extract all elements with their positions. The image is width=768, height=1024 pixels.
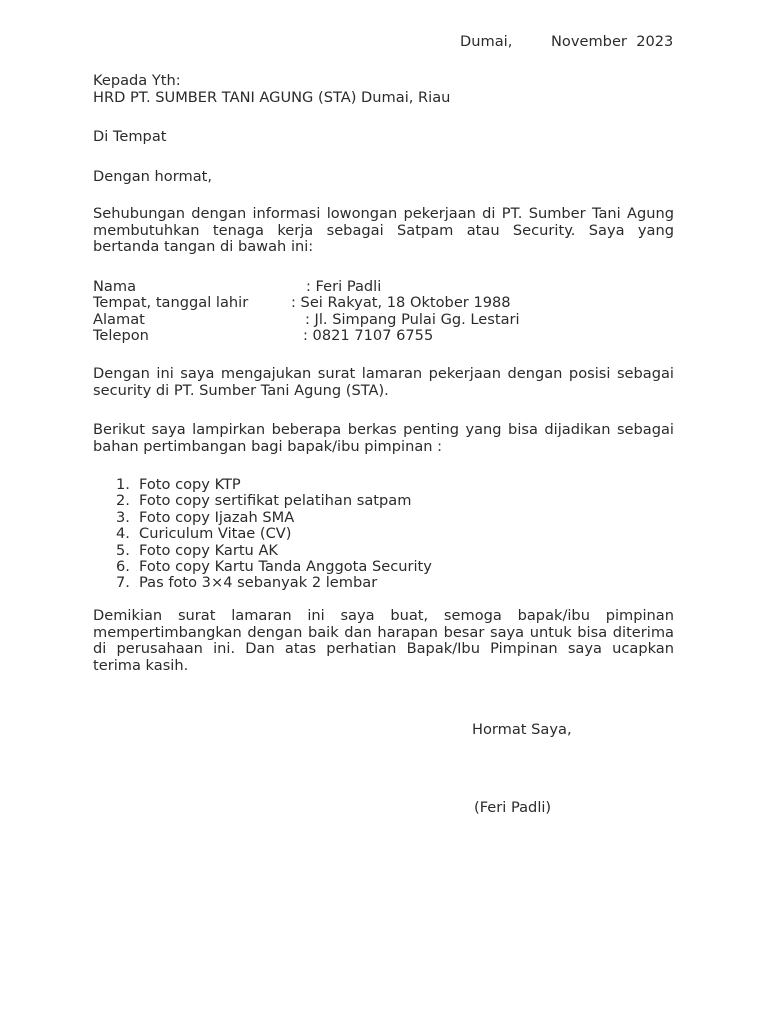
identity-row-name [93,278,382,295]
list-item [116,543,432,559]
signer-name: (Feri Padli) [474,799,552,816]
list-item-text: Foto copy sertifikat pelatihan satpam [139,492,412,510]
letter-date-month: November 2023 [551,33,674,50]
list-item [116,526,432,542]
identity-label: Tempat, tanggal lahir [93,294,249,311]
identity-value: : Feri Padli [306,278,382,295]
list-item-text: Foto copy Ijazah SMA [139,508,295,526]
paragraph-closing: Demikian surat lamaran ini saya buat, semoga bapak/ibu pimpinan mempertimbangkan dengan baik dan harapan besar saya untuk bisa diterima di perusahaan ini. Dan atas perhatian Bapak/Ibu Pimpinan saya ucapkan terima kasih. [93,607,674,674]
identity-label: Nama [93,278,137,295]
paragraph-intro: Sehubungan dengan informasi lowongan pekerjaan di PT. Sumber Tani Agung membutuhkan tenaga kerja sebagai Satpam atau Security. Saya yang bertanda tangan di bawah ini: [93,205,674,255]
attachment-list [116,477,432,592]
identity-row-address [93,311,520,328]
list-item-number: 7. [116,574,130,592]
list-item-text: Foto copy Kartu Tanda Anggota Security [139,557,432,575]
list-item-text: Pas foto 3×4 sebanyak 2 lembar [139,574,378,592]
identity-value: : 0821 7107 6755 [303,327,434,344]
list-item [116,559,432,575]
list-item-number: 6. [116,557,130,575]
identity-row-phone [93,327,434,344]
list-item-number: 4. [116,525,130,543]
list-item-number: 1. [116,476,130,493]
recipient-place: Di Tempat [93,128,167,145]
paragraph-application: Dengan ini saya mengajukan surat lamaran pekerjaan dengan posisi sebagai security di PT. Sumber Tani Agung (STA). [93,365,674,399]
list-item [116,510,432,526]
list-item-text: Foto copy Kartu AK [139,541,279,559]
list-item-number: 2. [116,492,130,510]
list-item [116,575,432,591]
letter-date-city: Dumai, [460,33,513,50]
identity-value: : Jl. Simpang Pulai Gg. Lestari [305,311,520,328]
identity-row-birth [93,294,511,311]
list-item-text: Foto copy KTP [139,476,241,493]
list-item [116,477,432,493]
list-item-text: Curiculum Vitae (CV) [139,525,292,543]
recipient-address: HRD PT. SUMBER TANI AGUNG (STA) Dumai, Riau [93,89,451,106]
identity-label: Telepon [93,327,149,344]
list-item-number: 3. [116,508,130,526]
recipient-salutation: Kepada Yth: [93,72,181,89]
paragraph-attachments: Berikut saya lampirkan beberapa berkas penting yang bisa dijadikan sebagai bahan pertimbangan bagi bapak/ibu pimpinan : [93,421,674,455]
identity-value: : Sei Rakyat, 18 Oktober 1988 [291,294,511,311]
identity-label: Alamat [93,311,145,328]
list-item [116,493,432,509]
greeting: Dengan hormat, [93,168,213,185]
closing-salutation: Hormat Saya, [472,721,572,738]
list-item-number: 5. [116,541,130,559]
